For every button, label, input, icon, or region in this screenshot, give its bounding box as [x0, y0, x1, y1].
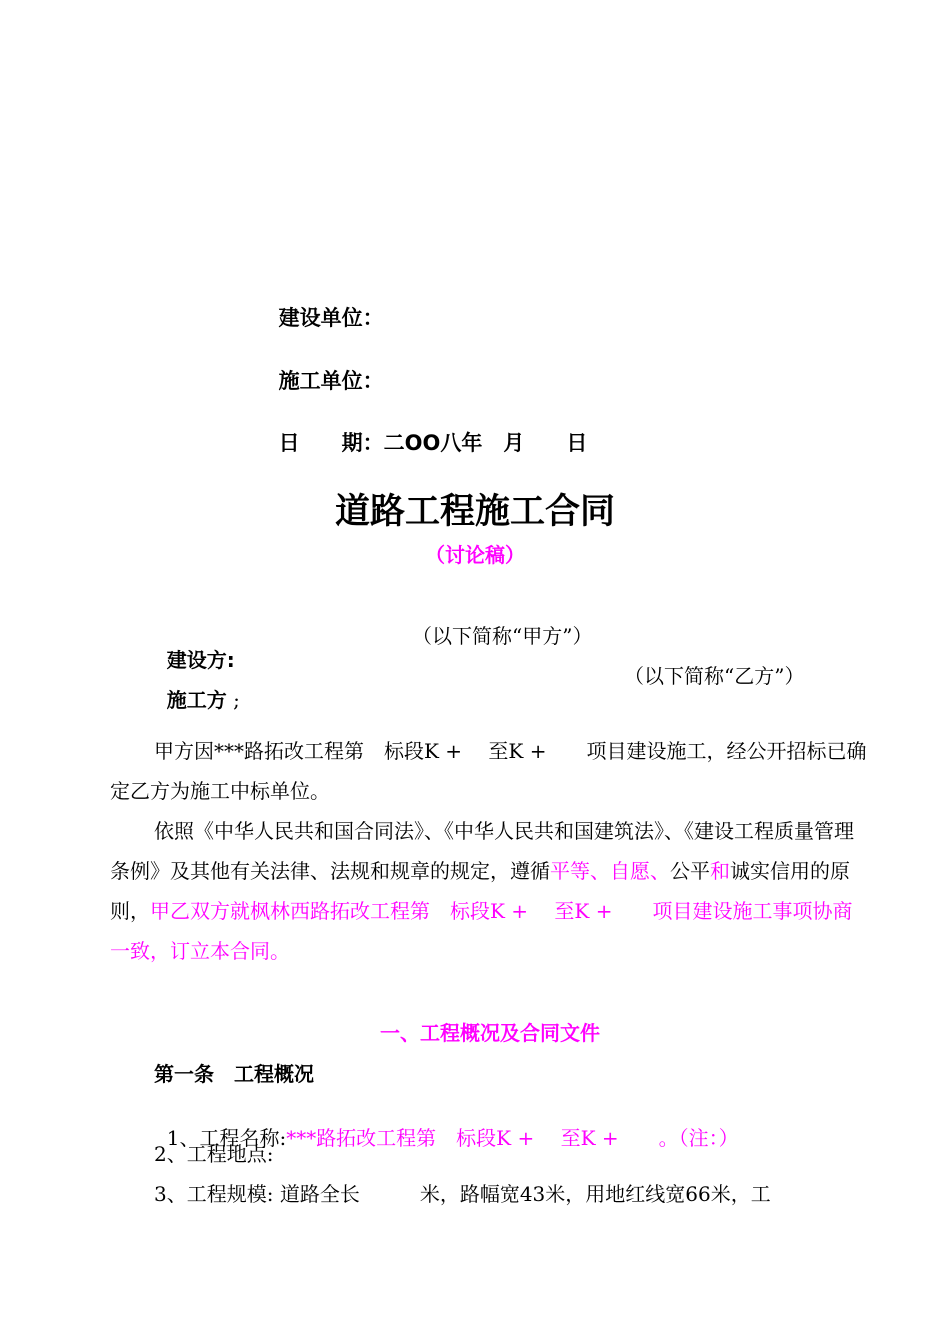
party-a-label: 建设方: — [166, 648, 235, 672]
intro-p2-black3: 诚实信用的原则， — [110, 859, 850, 923]
document-subtitle: （讨论稿） — [425, 543, 525, 567]
party-a-note: （以下简称“甲方”） — [412, 624, 593, 648]
intro-p1-text: 甲方因***路拓改工程第 标段K + 至K + 项目建设施工，经公开招标已确定乙方为施工中标单位。 — [110, 739, 867, 803]
party-b-note: （以下简称“乙方”） — [624, 664, 805, 688]
item-2: 2、工程地点: — [154, 1142, 274, 1166]
item-1-note: （注：） — [678, 1126, 739, 1150]
intro-p2-pink2: 和 — [710, 859, 730, 883]
intro-p2-black2: 公平 — [670, 859, 710, 883]
item-1-label: 1、工程名称: — [166, 1126, 287, 1150]
article-1-title: 第一条 工程概况 — [154, 1062, 314, 1086]
contractor-label: 施工单位： — [278, 369, 384, 393]
date-value: 二OO八年 月 日 — [383, 431, 588, 455]
builder-label: 建设单位： — [278, 306, 384, 330]
date-label: 日 期： — [278, 431, 384, 455]
item-1-value: ***路拓改工程第 标段K + 至K + 。 — [286, 1126, 679, 1150]
cover-contractor — [264, 341, 384, 395]
intro-p2-pink3: 甲乙双方就枫林西路拓改工程第 标段K + 至K + 项目建设施工事项协商一致，订立本合同。 — [110, 899, 853, 963]
intro-p2-pink1: 平等、自愿、 — [550, 859, 670, 883]
intro-paragraph-1 — [110, 731, 870, 811]
section-1-heading: 一、工程概况及合同文件 — [380, 1021, 600, 1045]
item-3: 3、工程规模: 道路全长 米，路幅宽43米，用地红线宽66米，工 — [154, 1182, 771, 1206]
intro-paragraph-2 — [110, 811, 870, 971]
party-b-sep: ; — [226, 688, 240, 712]
party-b-line — [154, 660, 240, 713]
intro-p2-black1: 依照《中华人民共和国合同法》、《中华人民共和国建筑法》、《建设工程质量管理条例》及其他有关法律、法规和规章的规定，遵循 — [110, 819, 854, 883]
party-b-label: 施工方 — [166, 688, 227, 712]
cover-date — [264, 403, 587, 457]
document-title: 道路工程施工合同 — [334, 492, 615, 532]
cover-builder — [264, 278, 384, 332]
